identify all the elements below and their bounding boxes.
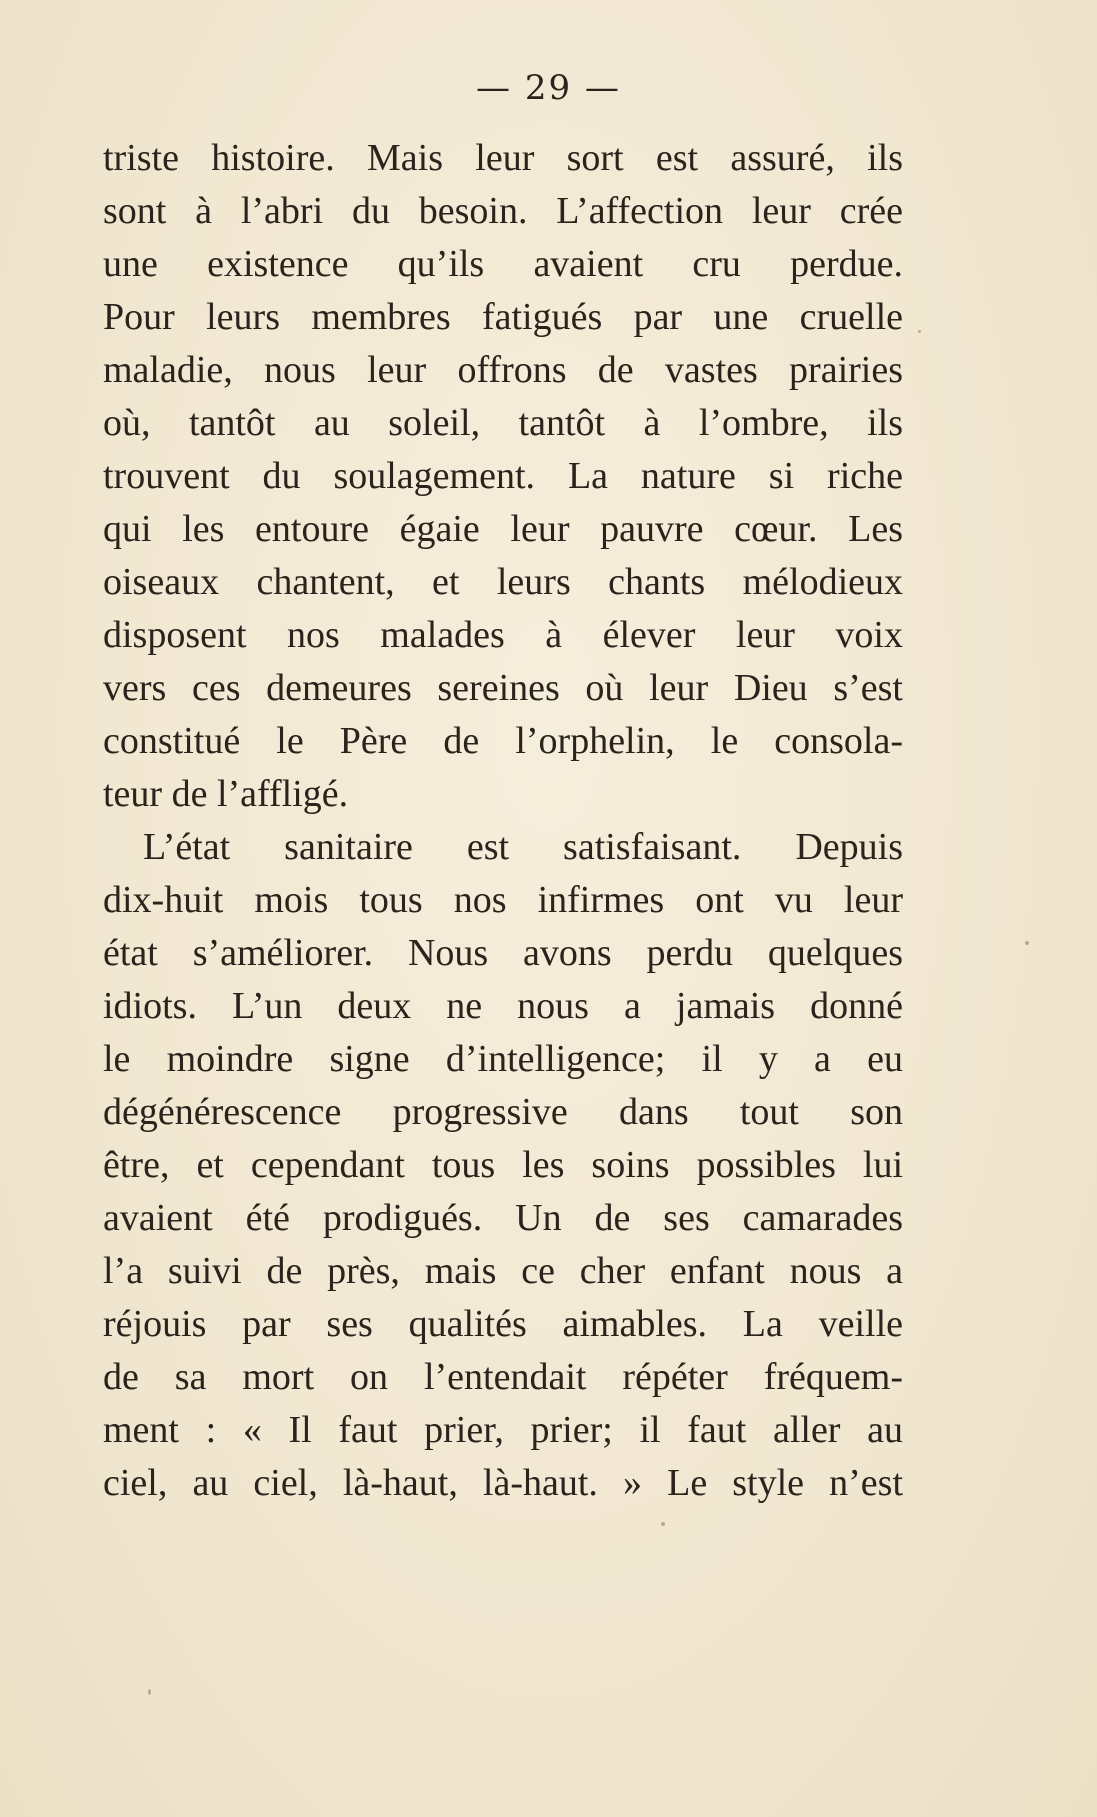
- text-line: état s’améliorer. Nous avons perdu quelques: [103, 932, 903, 974]
- text-line: triste histoire. Mais leur sort est assuré, ils: [103, 137, 903, 179]
- text-line: ciel, au ciel, là-haut, là-haut. » Le style n’est: [103, 1462, 903, 1504]
- text-line: trouvent du soulagement. La nature si riche: [103, 455, 903, 497]
- text-line: dégénérescence progressive dans tout son: [103, 1091, 903, 1133]
- paragraph-start-line: L’état sanitaire est satisfaisant. Depuis: [143, 826, 903, 868]
- text-line: idiots. L’un deux ne nous a jamais donné: [103, 985, 903, 1027]
- text-line: avaient été prodigués. Un de ses camarades: [103, 1197, 903, 1239]
- paper-speck: [918, 330, 921, 333]
- paper-speck: [1025, 941, 1029, 945]
- text-line: ment : « Il faut prier, prier; il faut aller au: [103, 1409, 903, 1451]
- text-line: une existence qu’ils avaient cru perdue.: [103, 243, 903, 285]
- text-line: où, tantôt au soleil, tantôt à l’ombre, ils: [103, 402, 903, 444]
- text-line: vers ces demeures sereines où leur Dieu s’est: [103, 667, 903, 709]
- paper-speck: [148, 1689, 151, 1695]
- paragraph-end-line: teur de l’affligé.: [103, 773, 349, 815]
- text-line: le moindre signe d’intelligence; il y a eu: [103, 1038, 903, 1080]
- text-line: oiseaux chantent, et leurs chants mélodieux: [103, 561, 903, 603]
- text-line: constitué le Père de l’orphelin, le consola-: [103, 720, 903, 762]
- body-text: [103, 132, 903, 1510]
- text-line: sont à l’abri du besoin. L’affection leur crée: [103, 190, 903, 232]
- text-line: dix-huit mois tous nos infirmes ont vu leur: [103, 879, 903, 921]
- text-line: être, et cependant tous les soins possibles lui: [103, 1144, 903, 1186]
- text-line: réjouis par ses qualités aimables. La veille: [103, 1303, 903, 1345]
- text-line: disposent nos malades à élever leur voix: [103, 614, 903, 656]
- text-line: qui les entoure égaie leur pauvre cœur. Les: [103, 508, 903, 550]
- paper-speck: [661, 1522, 665, 1526]
- page-number: — 29 —: [476, 68, 621, 108]
- text-line: l’a suivi de près, mais ce cher enfant nous a: [103, 1250, 903, 1292]
- text-line: de sa mort on l’entendait répéter fréquem-: [103, 1356, 903, 1398]
- text-line: maladie, nous leur offrons de vastes prairies: [103, 349, 903, 391]
- text-line: Pour leurs membres fatigués par une cruelle: [103, 296, 903, 338]
